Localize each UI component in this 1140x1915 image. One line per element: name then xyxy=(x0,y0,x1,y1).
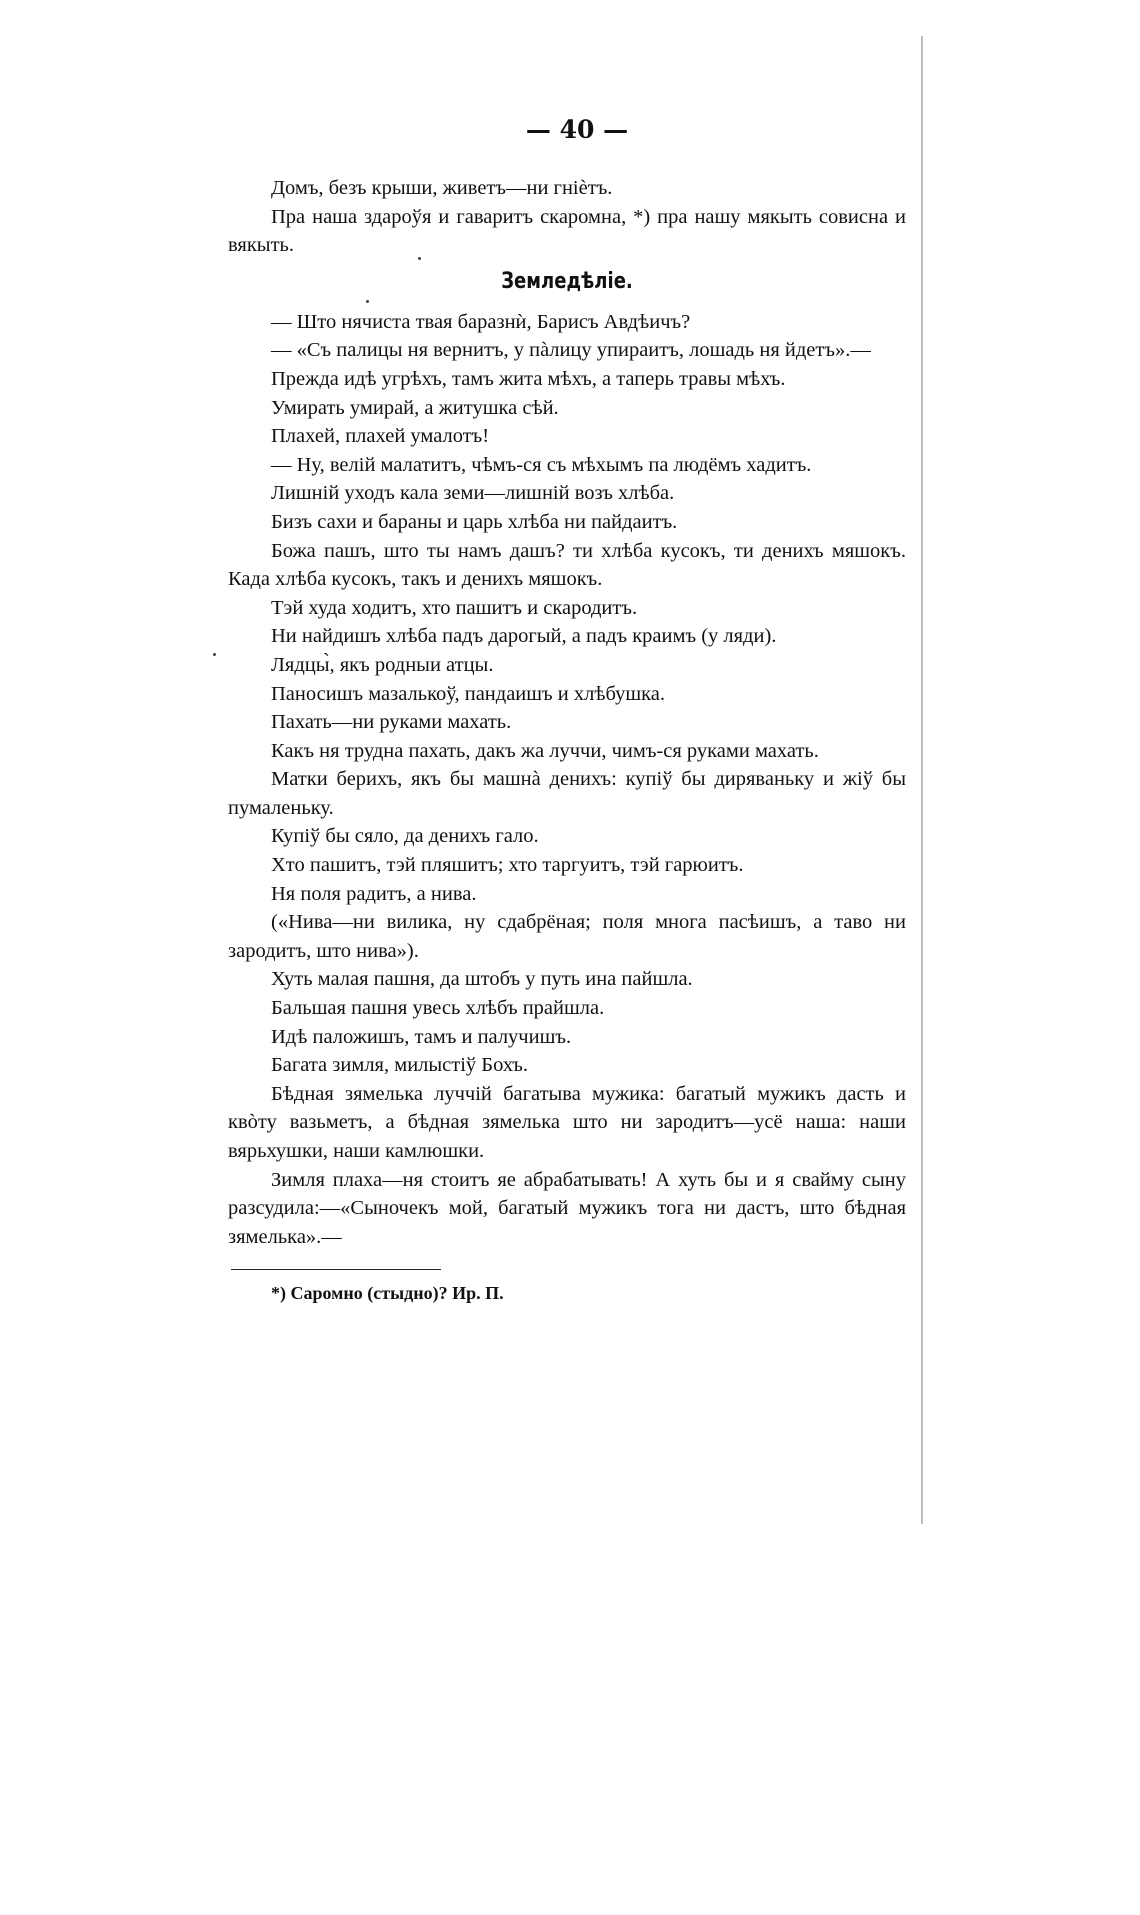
proverb-line: Купіў бы сяло, да денихъ гало. xyxy=(271,825,539,848)
proverb-line: Паносишъ мазалькоў, пандаишъ и хлѣбушка. xyxy=(271,682,666,705)
proverb-line: Умирать умирай, а житушка сѣй. xyxy=(271,396,559,419)
proverb-line: Идѣ паложишъ, тамъ и палучишъ. xyxy=(271,1025,572,1048)
proverb-line: Бѣдная зямелька луччій багатыва мужика: багатый мужикъ дасть и квòту вазьметъ, а бѣдная зямелька што ни зародитъ—усё наша: наши вярьхушки, наши камлюшки. xyxy=(228,1082,906,1162)
proverb-line: Прежда идѣ угрѣхъ, тамъ жита мѣхъ, а таперь травы мѣхъ. xyxy=(271,367,786,390)
proverb-line: Домъ, безъ крыши, живетъ—ни гніѐтъ. xyxy=(271,177,613,199)
proverb-line: Ня поля радитъ, а нива. xyxy=(271,882,477,905)
proverb-line: Хто пашитъ, тэй пляшитъ; хто таргуитъ, тэй гарюитъ. xyxy=(271,854,744,877)
section-heading: Земледѣліе. xyxy=(501,268,633,294)
proverb-line: — Што нячиста твая баразнѝ, Барисъ Авдѣичъ? xyxy=(271,310,691,333)
proverb-line: Хуть малая пашня, да штобъ у путь ина пайшла. xyxy=(271,968,693,991)
book-page xyxy=(228,110,906,1306)
proverb-line: Божа пашъ, што ты намъ дашъ? ти хлѣба кусокъ, ти денихъ мяшокъ. Када хлѣба кусокъ, такъ и денихъ мяшокъ. xyxy=(228,539,906,591)
proverb-line: Бальшая пашня увесь хлѣбъ прайшла. xyxy=(271,997,605,1020)
footnote: *) Саромно (стыдно)? Ир. П. xyxy=(271,1283,504,1304)
proverb-line: Багата зимля, милыстіў Бохъ. xyxy=(271,1054,529,1077)
proverb-line: — «Съ палицы ня вернитъ, у пàлицу упираитъ, лошадь ня йдетъ».— xyxy=(271,339,871,362)
proverb-line: Зимля плаха—ня стоитъ яе абрабатывать! А хуть бы и я свайму сыну разсудила:—«Сыночекъ мой, багатый мужикъ тога ни дастъ, што бѣдная зямелька».— xyxy=(228,1168,906,1248)
scan-speck xyxy=(213,653,216,656)
proverb-line: Тэй худа ходитъ, хто пашитъ и скародитъ. xyxy=(271,596,638,619)
proverb-line: Лишній уходъ кала земи—лишній возъ хлѣба. xyxy=(271,482,675,505)
proverb-line: Пахать—ни руками махать. xyxy=(271,711,512,734)
proverb-line: Плахей, плахей умалотъ! xyxy=(271,425,490,448)
scan-edge-line xyxy=(921,36,923,1524)
proverb-line: Лядцы̀, якъ родныи атцы. xyxy=(271,653,494,676)
footnote-rule xyxy=(231,1269,441,1270)
proverb-line: («Нива—ни вилика, ну сдабрёная; поля многа пасѣишъ, а таво ни зародитъ, што нива»). xyxy=(228,911,906,962)
proverb-line: — Ну, велій малатитъ, чѣмъ-ся съ мѣхымъ па людёмъ хадитъ. xyxy=(271,453,812,476)
proverb-line: Ни найдишъ хлѣба падъ дарогый, а падъ краимъ (у ляди). xyxy=(271,625,777,648)
proverb-list xyxy=(228,308,906,1252)
proverb-line: Матки берихъ, якъ бы машнà денихъ: купіў бы диряваньку и жіў бы пумаленьку. xyxy=(228,768,906,819)
page-number: — 40 — xyxy=(525,115,629,144)
proverb-line: Какъ ня трудна пахать, дакъ жа луччи, чимъ-ся руками махать. xyxy=(271,739,819,762)
proverb-line: Пра наша здароўя и гаваритъ скаромна, *) пра нашу мякыть совисна и вякыть. xyxy=(228,205,906,257)
proverb-line: Бизъ сахи и бараны и царь хлѣба ни пайдаитъ. xyxy=(271,510,678,533)
